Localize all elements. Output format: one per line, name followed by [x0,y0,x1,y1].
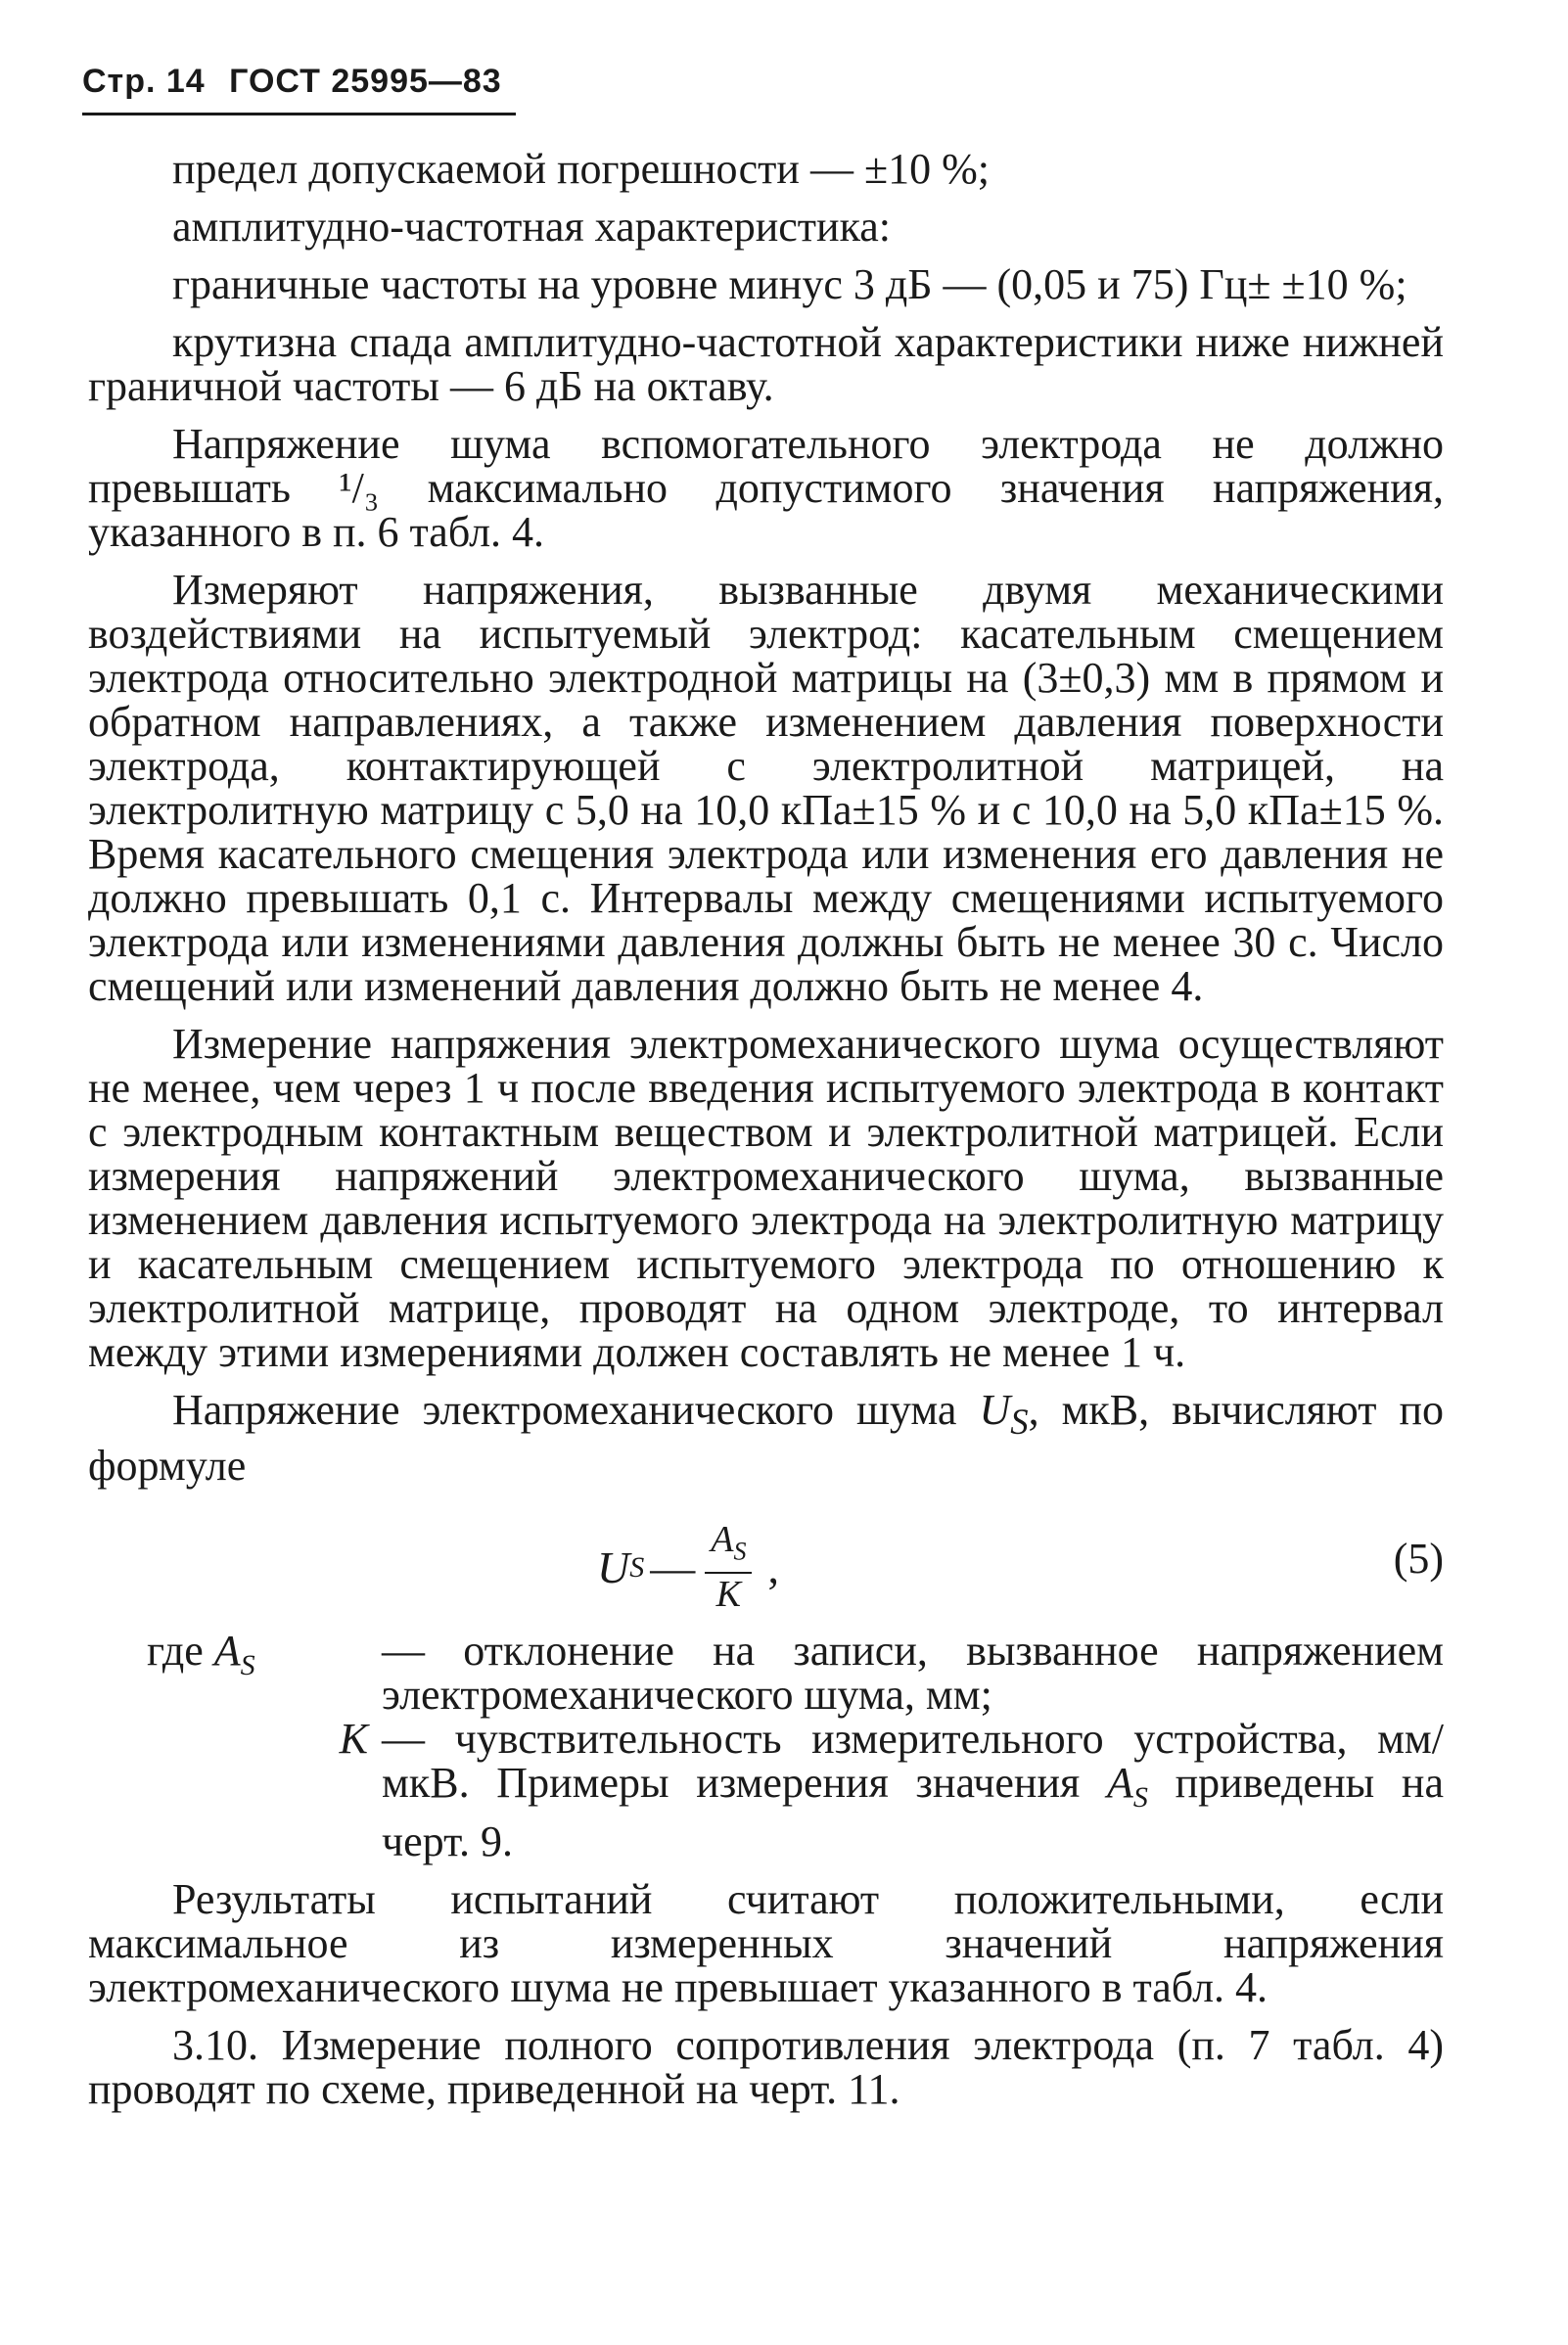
where-item-as [88,1626,1444,1719]
formula-fraction [705,1519,752,1616]
page-number: Стр. 14 [82,63,206,100]
paragraph-formula-intro [88,1388,1444,1488]
page-header [82,63,516,115]
formula-intro-after: , мкВ, вычисляют по формуле [88,1386,1445,1490]
formula-trailing-comma: , [767,1541,779,1592]
where-text-k-before: — чувствительность измерительного устройства, мм/мкВ. Примеры измерения значения [382,1714,1444,1807]
noise-voltage-subscript: S [1010,1401,1029,1442]
paragraph-mechanical-test: Измеряют напряжения, вызванные двумя механическими воздействиями на испытуемый электрод: касательным смещением электрода относительно электродной матрицы на (3±0,3) мм в прямом и обратном направлениях, а также изменением давления поверхности электрода, контактирующей с электролитной матрицей, на электролитную матрицу с 5,0 на 10,0 кПа±15 % и с 10,0 на 5,0 кПа±15 %. Время касательного смещения электрода или изменения его давления не должно превышать 0,1 с. Интервалы между смещениями испытуемого электрода или изменениями давления должны быть не менее 30 с. Число смещений или изменений давления должно быть не менее 4. [88,566,1444,1010]
formula-denominator [711,1574,747,1615]
where-block [88,1626,1445,1865]
where-text-as: — отклонение на записи, вызванное напряжением электромеханического шума, мм; [382,1626,1444,1719]
where-item-k [88,1714,1445,1865]
standard-number: ГОСТ 25995—83 [229,63,502,100]
formula-lhs: U [597,1541,630,1592]
paragraph-rolloff: крутизна спада амплитудно-частотной характеристики ниже нижней граничной частоты — 6 дБ на октаву. [88,318,1444,410]
where-text-k [382,1714,1445,1865]
body-text [88,147,1444,2125]
where-text-k-after: приведены на черт. 9. [382,1758,1445,1865]
paragraph-auxiliary-noise: Напряжение шума вспомогательного электрода не должно превышать ¹/₃ максимально допустимого значения напряжения, указанного в п. 6 табл. 4. [88,420,1444,556]
formula-expression [597,1519,779,1616]
paragraph-error-limit: предел допускаемой погрешности — ±10 %; [172,145,990,193]
numerator-subscript: S [733,1537,747,1566]
where-symbol-k [88,1714,382,1863]
inline-symbol-a-subscript: S [1132,1780,1148,1814]
paragraph-section-3-10: 3.10. Измерение полного сопротивления электрода (п. 7 табл. 4) проводят по схеме, приведенной на черт. 11. [88,2020,1444,2113]
where-lead: где [147,1626,204,1675]
formula-intro-before: Напряжение электромеханического шума [172,1386,957,1434]
symbol-k: K [339,1714,368,1763]
paragraph-results: Результаты испытаний считают положительными, если максимальное из измеренных значений напряжения электромеханического шума не превышает указанного в табл. 4. [88,1874,1444,2011]
inline-symbol-a: A [1106,1758,1133,1807]
formula-operator: — [650,1541,696,1592]
symbol-a: A [213,1626,241,1675]
numerator-symbol: A [711,1518,734,1560]
formula-5 [88,1501,1444,1617]
formula-lhs-subscript: S [629,1550,645,1584]
noise-voltage-symbol: U [979,1386,1011,1434]
formula-number: (5) [1393,1534,1444,1583]
paragraph-cutoff-frequencies: граничные частоты на уровне минус 3 дБ — (0,05 и 75) Гц± ±10 %; [172,260,1407,308]
paragraph-measurement-timing: Измерение напряжения электромеханического шума осуществляют не менее, чем через 1 ч после введения испытуемого электрода в контакт с электродным контактным веществом и электролитной матрицей. Если измерения напряжений электромеханического шума, вызванные изменением давления испытуемого электрода на электролитную матрицу и касательным смещением испытуемого электрода по отношению к электролитной матрице, проводят на одном электроде, то интервал между этими измерениями должен составлять не менее 1 ч. [88,1020,1444,1376]
formula-numerator [705,1519,752,1575]
denominator-symbol: K [715,1574,742,1616]
where-symbol-as [88,1626,382,1717]
symbol-a-subscript: S [240,1648,255,1681]
paragraph-frequency-response: амплитудно-частотная характеристика: [172,203,892,251]
